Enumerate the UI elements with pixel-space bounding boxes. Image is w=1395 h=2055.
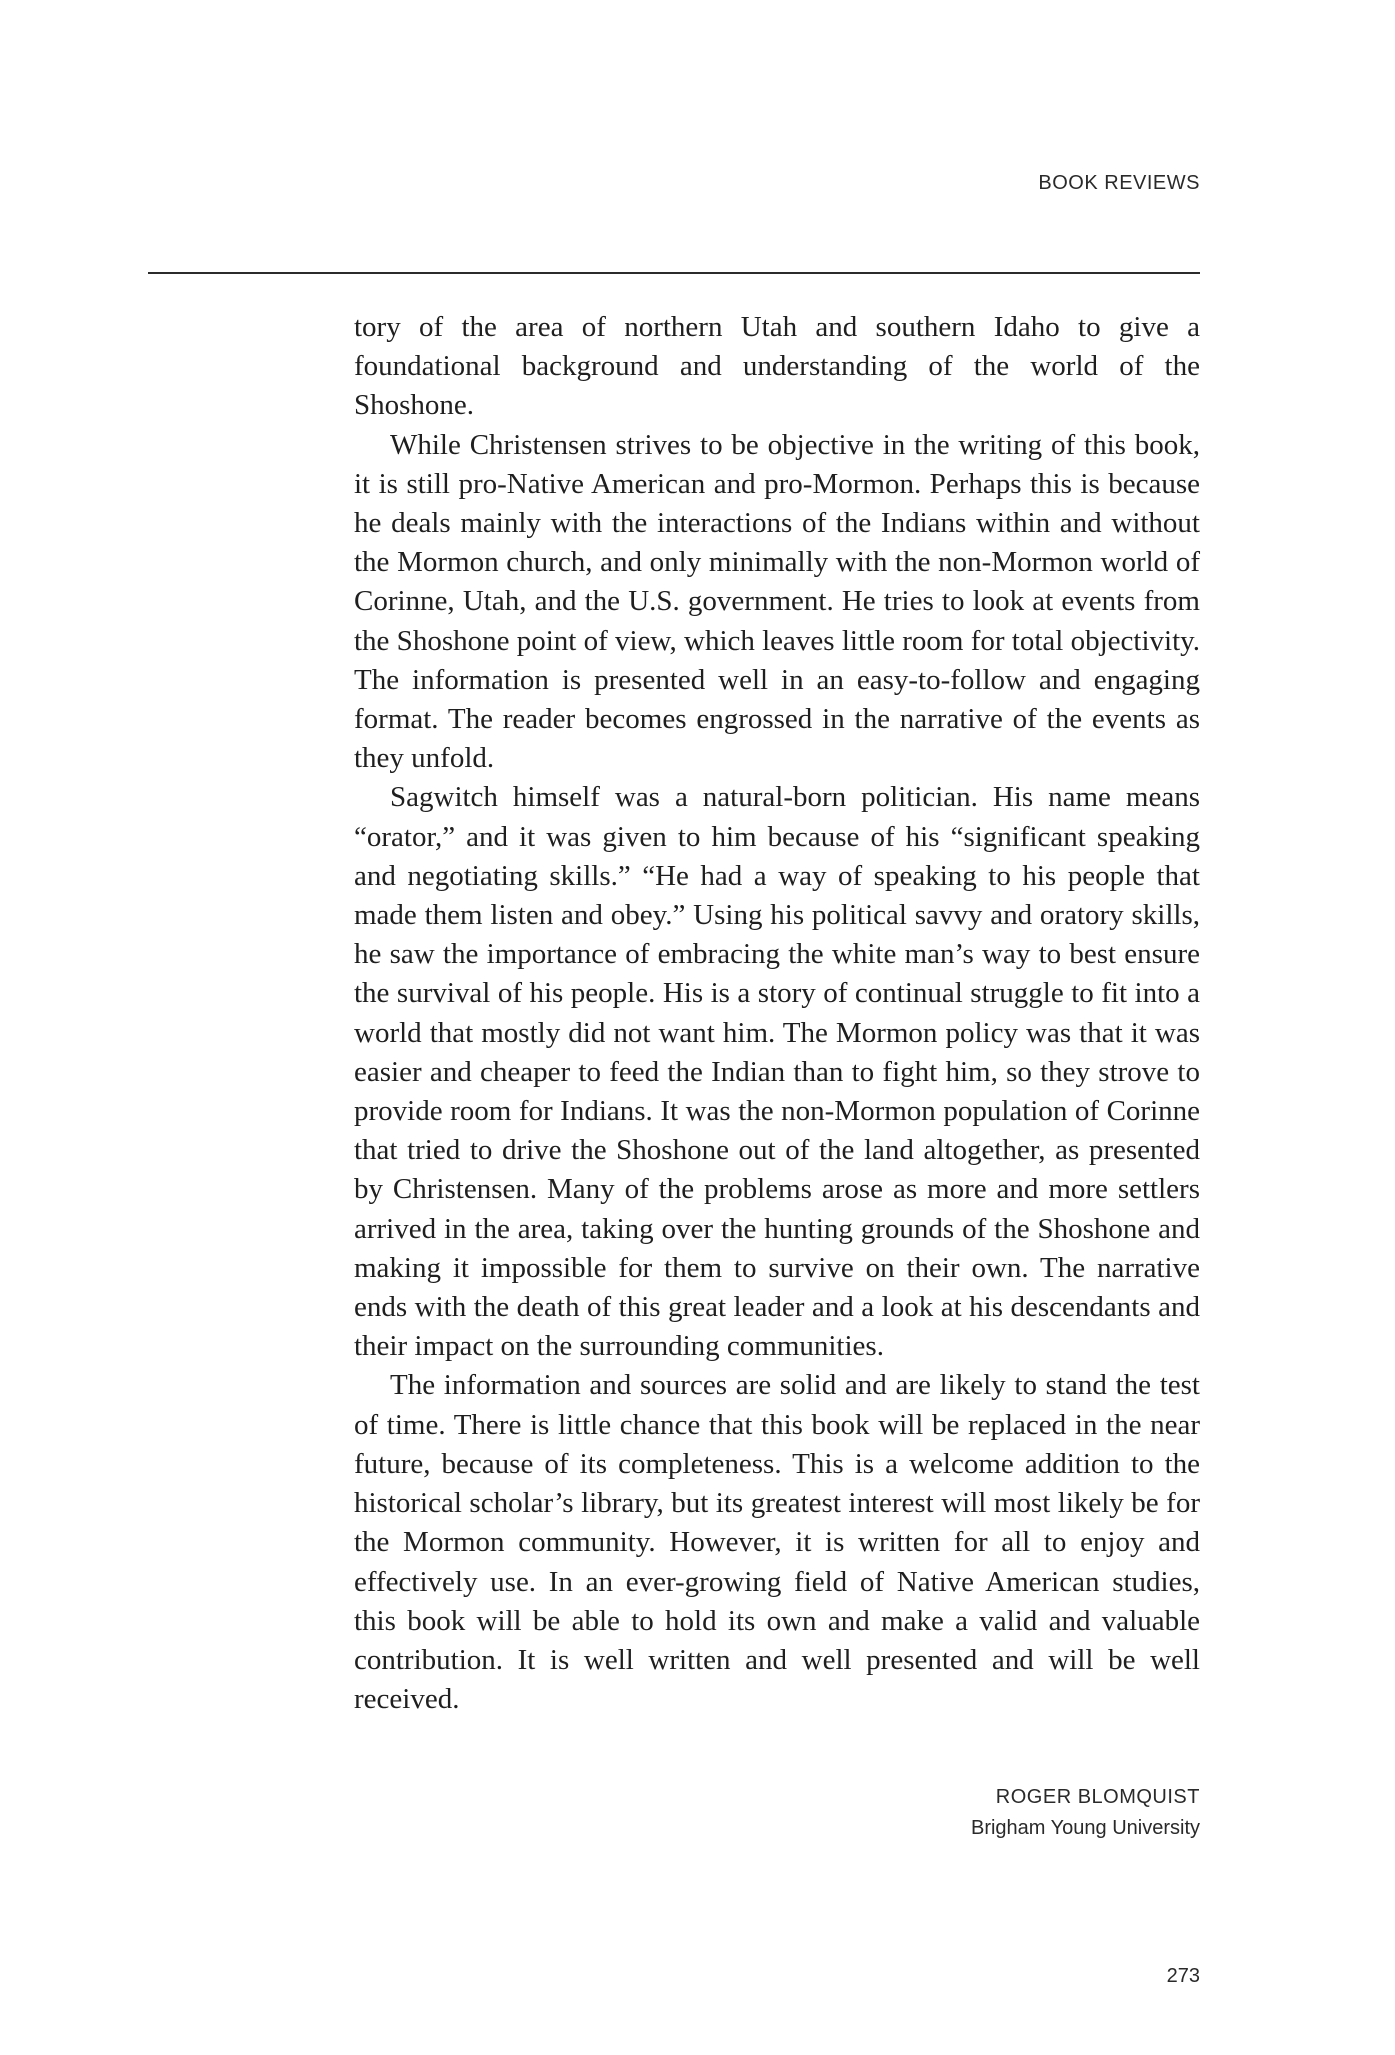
reviewer-byline bbox=[971, 1782, 1200, 1844]
reviewer-affiliation: Brigham Young University bbox=[970, 1817, 1200, 1839]
reviewer-name: ROGER BLOMQUIST bbox=[995, 1786, 1200, 1808]
review-body bbox=[354, 308, 1200, 1719]
page-number: 273 bbox=[1166, 1965, 1200, 1987]
paragraph-sagwitch: Sagwitch himself was a natural-born politician. His name means “orator,” and it was given to him because of his “significant speaking and negotiating skills.” “He had a way of speaking to his people that made them listen and obey.” Using his political savvy and oratory skills, he saw the importance of embracing the white man’s way to best ensure the survival of his people. His is a story of continual struggle to fit into a world that mostly did not want him. The Mormon policy was that it was easier and cheaper to feed the Indian than to fight him, so they strove to provide room for Indians. It was the non-Mormon population of Corinne that tried to drive the Shoshone out of the land altogether, as presented by Christensen. Many of the problems arose as more and more settlers arrived in the area, taking over the hunting grounds of the Shoshone and making it impossible for them to survive on their own. The narrative ends with the death of this great leader and a look at his descendants and their impact on the surrounding communities. bbox=[354, 781, 1200, 1363]
paragraph-continued: tory of the area of northern Utah and southern Idaho to give a foundational background and understanding of the world of the Shoshone. bbox=[354, 311, 1200, 422]
paragraph-objectivity: While Christensen strives to be objective in the writing of this book, it is still pro-Native American and pro-Mormon. Perhaps this is because he deals mainly with the interactions of the Indians within and without the Mormon church, and only minimally with the non-Mormon world of Corinne, Utah, and the U.S. government. He tries to look at events from the Shoshone point of view, which leaves little room for total objectivity. The information is presented well in an easy-to-follow and engaging format. The reader becomes engrossed in the narrative of the events as they unfold. bbox=[354, 428, 1200, 775]
paragraph-conclusion: The information and sources are solid and are likely to stand the test of time. There is little chance that this book will be replaced in the near future, because of its completeness. This is a welcome addition to the historical scholar’s library, but its greatest interest will most likely be for the Mormon community. However, it is written for all to enjoy and effectively use. In an ever-growing field of Native American studies, this book will be able to hold its own and make a valid and valuable contribution. It is well written and well presented and will be well received. bbox=[354, 1369, 1200, 1716]
running-head: BOOK REVIEWS bbox=[1038, 172, 1200, 194]
header-rule bbox=[148, 272, 1200, 274]
